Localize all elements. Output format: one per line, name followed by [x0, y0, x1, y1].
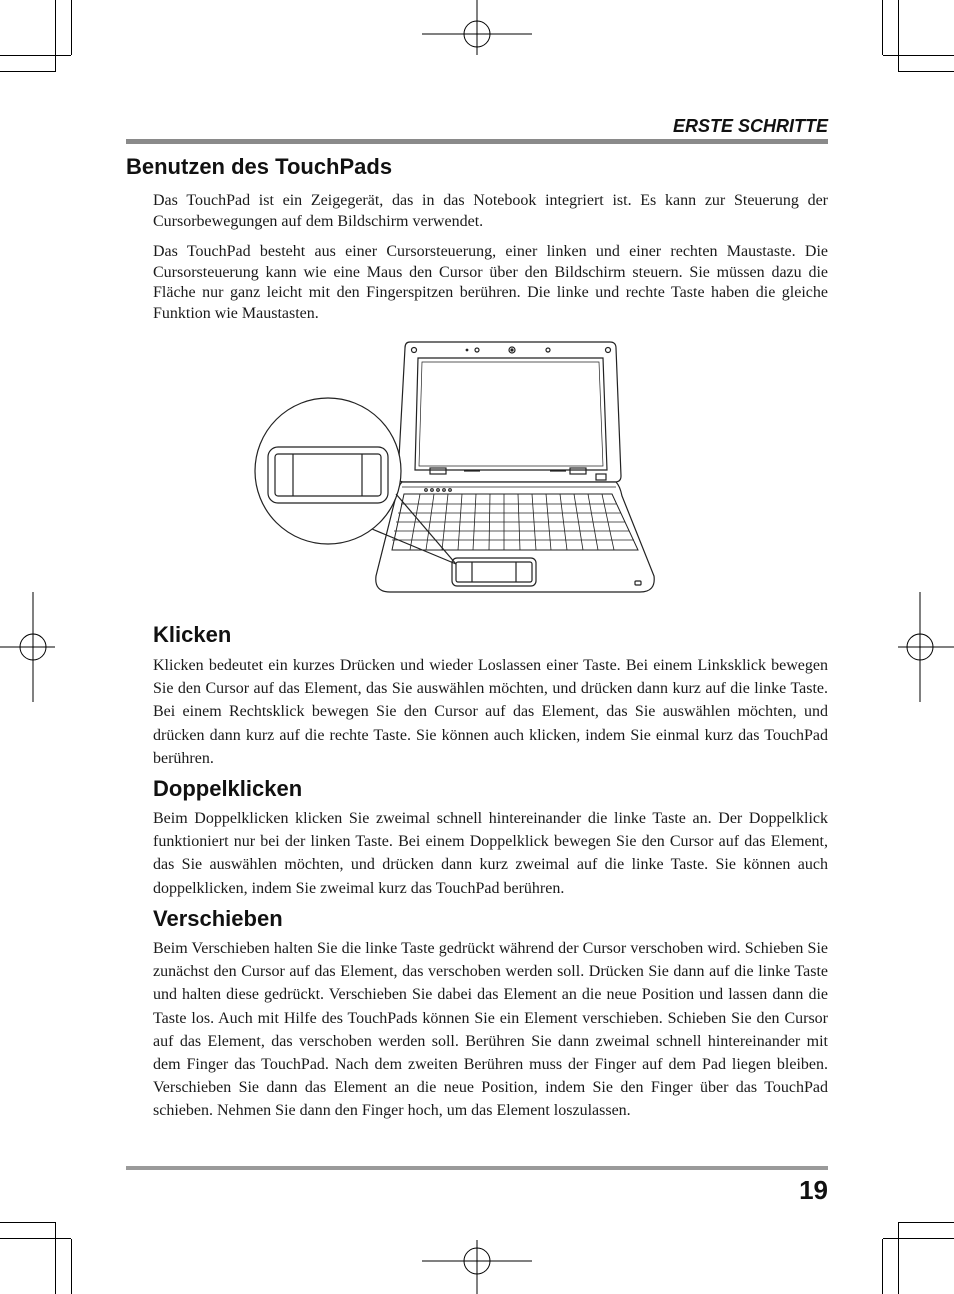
- heading-klicken: Klicken: [153, 622, 232, 647]
- section-title: Benutzen des TouchPads: [126, 154, 393, 179]
- intro-paragraph-2: Das TouchPad besteht aus einer Cursorsteuerung, einer linken und einer rechten Maustaste. Die Cursorsteuerung kann wie eine Maus den Cursor über den Bildschirm steuern. Sie müssen dazu die Fläche nur ganz leicht mit den Fingerspitzen berühren. Die linke und rechte Taste haben die gleiche Funktion wie Maustasten.: [153, 243, 828, 322]
- paragraph-verschieben: Beim Verschieben halten Sie die linke Taste gedrückt während der Cursor verschoben wird. Schieben Sie zunächst den Cursor auf das Element, das verschoben werden soll. Drücken Sie dann auf die linke Taste und halten diese gedrückt. Verschieben Sie dabei das Element an die neue Position und lassen dann die Taste los. Auch mit Hilfe des TouchPads können Sie ein Element verschieben. Schieben Sie den Cursor auf das Element, das verschoben werden soll. Berühren Sie dann zweimal schnell hintereinander mit dem Finger das TouchPad. Nach dem zweiten Berühren muss der Finger auf dem Pad liegen bleiben. Verschieben Sie dann das Element an die neue Position, indem Sie den Finger über das TouchPad schieben. Nehmen Sie dann den Finger hoch, um das Element loszulassen.: [153, 940, 828, 1120]
- running-header: ERSTE SCHRITTE: [672, 116, 828, 136]
- page-number: 19: [799, 1175, 828, 1205]
- laptop-touchpad-illustration: [250, 336, 662, 598]
- footer-rule: [126, 1166, 828, 1170]
- intro-paragraph-1: Das TouchPad ist ein Zeigegerät, das in das Notebook integriert ist. Es kann zur Steuerung der Cursorbewegungen auf dem Bildschirm verwendet.: [153, 192, 828, 230]
- heading-doppelklicken: Doppelklicken: [153, 776, 303, 801]
- paragraph-doppelklicken: Beim Doppelklicken klicken Sie zweimal schnell hintereinander die linke Taste an. Der Doppelklick funktioniert nur bei der linken Taste. Bei einem Doppelklick bewegen Sie den Cursor auf das Element, das Sie auswählen möchten, und drücken dann kurz zweimal auf die linke Taste. Sie können auch doppelklicken, indem Sie zweimal kurz das TouchPad berühren.: [153, 810, 828, 897]
- paragraph-klicken: Klicken bedeutet ein kurzes Drücken und wieder Loslassen einer Taste. Bei einem Linksklick bewegen Sie den Cursor auf das Element, das Sie auswählen möchten, und drücken dann kurz auf die linke Taste. Bei einem Rechtsklick bewegen Sie den Cursor auf das Element, das Sie auswählen möchten, und drücken dann kurz auf die rechte Taste. Sie können auch klicken, indem Sie einmal kurz das TouchPad berühren.: [153, 657, 828, 767]
- header-rule: [126, 139, 828, 144]
- heading-verschieben: Verschieben: [153, 906, 283, 931]
